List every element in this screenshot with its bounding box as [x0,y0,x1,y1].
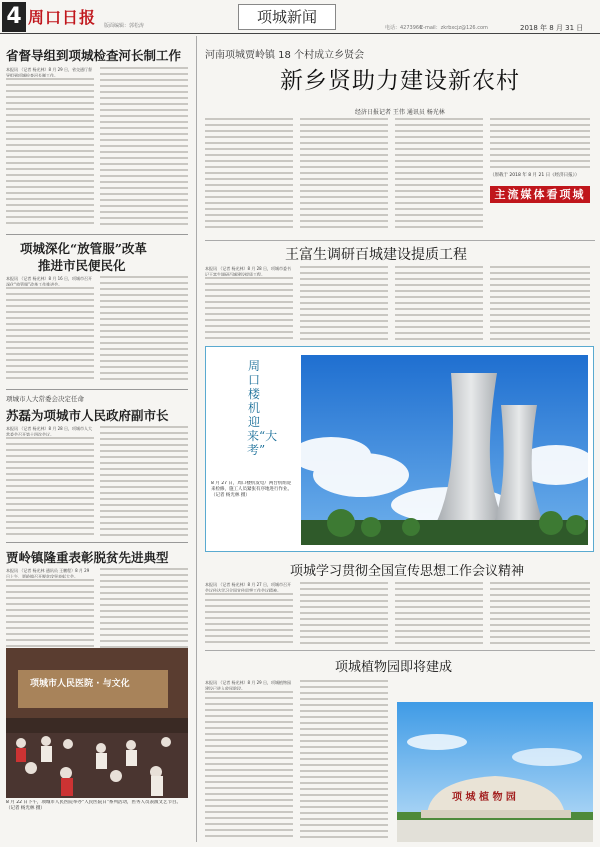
phone: 电话：4273966 [385,25,423,31]
body-text [490,582,590,645]
body-text [205,277,293,341]
body-text [205,118,293,230]
photo-garden-sign: 项 城 植 物 园 [452,792,516,803]
lead-headline: 新乡贤助力建设新农村 [280,68,520,94]
body-text [100,67,188,228]
header-rule [0,33,600,34]
mainstream-media-banner: 主流媒体看项城 [490,186,590,203]
body-text [100,568,188,655]
headline-reform-2: 推进市民便民化 [38,258,126,273]
body-text [6,437,94,537]
body-text [395,118,483,230]
email: E-mail：zkrbxcjz@126.com [420,25,488,31]
body-text [300,582,388,645]
botanical-byline: 本报讯 （记者 杨光林）8 月 29 日，项城植物园建设已进入收尾阶段。 [205,680,291,690]
body-text [395,266,483,341]
body-text [205,691,293,841]
page-header [0,0,600,40]
feature-vertical-title: 周口楼机迎来“大考” [247,359,278,457]
body-text [300,680,388,841]
headline-river-chief: 省督导组到项城检查河长制工作 [6,48,182,63]
feature-photo-caption: 8 月 27 日，周口楼机发电厂两台机组迎来检修，施工人员紧张有序地进行作业。 （记者 杨光林 摄） [211,481,292,498]
feature-photo-frame [205,346,594,552]
editor-info: 版面编辑：郭松涛 [104,23,145,29]
byline-poverty: 本报讯 （记者 杨光林 通讯员 王鹏程）8 月 29 日上午，贾岭镇召开脱贫攻坚表彰大会。 [6,568,90,578]
divider [205,240,595,241]
body-text [6,78,94,228]
headline-reform-1: 项城深化“放管服”改革 [20,241,147,256]
body-text [300,266,388,341]
newspaper-logo: 周口日报 [28,8,97,27]
issue-date: 2018 年 8 月 31 日 [520,24,584,32]
headline-poverty: 贾岭镇隆重表彰脱贫先进典型 [6,550,169,565]
byline-river-chief: 本报讯 （记者 杨光林）8 月 29 日，省交通厅督导组到项城检查河长制工作。 [6,67,92,77]
hospital-event-photo [6,648,188,798]
body-text [490,266,590,341]
propaganda-byline: 本报讯 （记者 杨光林）8 月 27 日，项城市召开会议传达学习全国宣传思想工作会议精神。 [205,582,291,592]
body-text [300,118,388,230]
mid-byline: 本报讯 （记者 杨光林）8 月 28 日，项城市委书记王富生调研百城建设提质工程。 [205,266,291,276]
body-text [6,579,94,655]
botanical-garden-photo [397,702,593,842]
body-text [395,582,483,645]
body-text [100,426,188,537]
cooling-tower-photo [301,355,588,545]
divider [205,650,595,651]
mid-headline: 王富生调研百城建设提质工程 [285,247,467,263]
propaganda-headline: 项城学习贯彻全国宣传思想工作会议精神 [290,564,525,579]
source-note: （原载于 2018 年 8 月 21 日《经济日报》） [490,173,580,178]
body-text [6,287,94,383]
left-column [0,40,193,840]
lead-kicker: 河南项城贾岭镇 18 个村成立乡贤会 [205,50,365,61]
divider [6,389,188,390]
divider [6,542,188,543]
body-text [490,118,590,170]
column-divider [196,36,197,842]
body-text [205,593,293,645]
byline-appointment: 本报讯 （记者 杨光林）8 月 28 日，项城市人大常委会召开第十四次会议。 [6,426,92,436]
photo-stage-text: 项城市人民医院 · 与文化 [30,679,130,689]
page-number: 4 [2,2,26,32]
section-title: 项城新闻 [238,4,336,30]
kicker-appointment: 项城市人大常委会决定任命 [6,395,84,403]
headline-appointment: 苏磊为项城市人民政府副市长 [6,408,169,423]
feature-photo-text-panel [211,353,295,543]
body-text [100,276,188,383]
lead-byline: 经济日报记者 王伟 通讯员 杨光林 [355,109,445,116]
hospital-photo-caption: 8 月 22 日下午，项城市人民医院举办“人民医院日”系列活动，医务人员表演文艺节目。 （记者 杨光林 摄） [6,800,182,811]
divider [6,234,188,235]
botanical-headline: 项城植物园即将建成 [335,660,453,675]
byline-reform: 本报讯 （记者 杨光林）8 月 16 日，项城市召开深化“放管服”改革工作推进会。 [6,276,92,286]
